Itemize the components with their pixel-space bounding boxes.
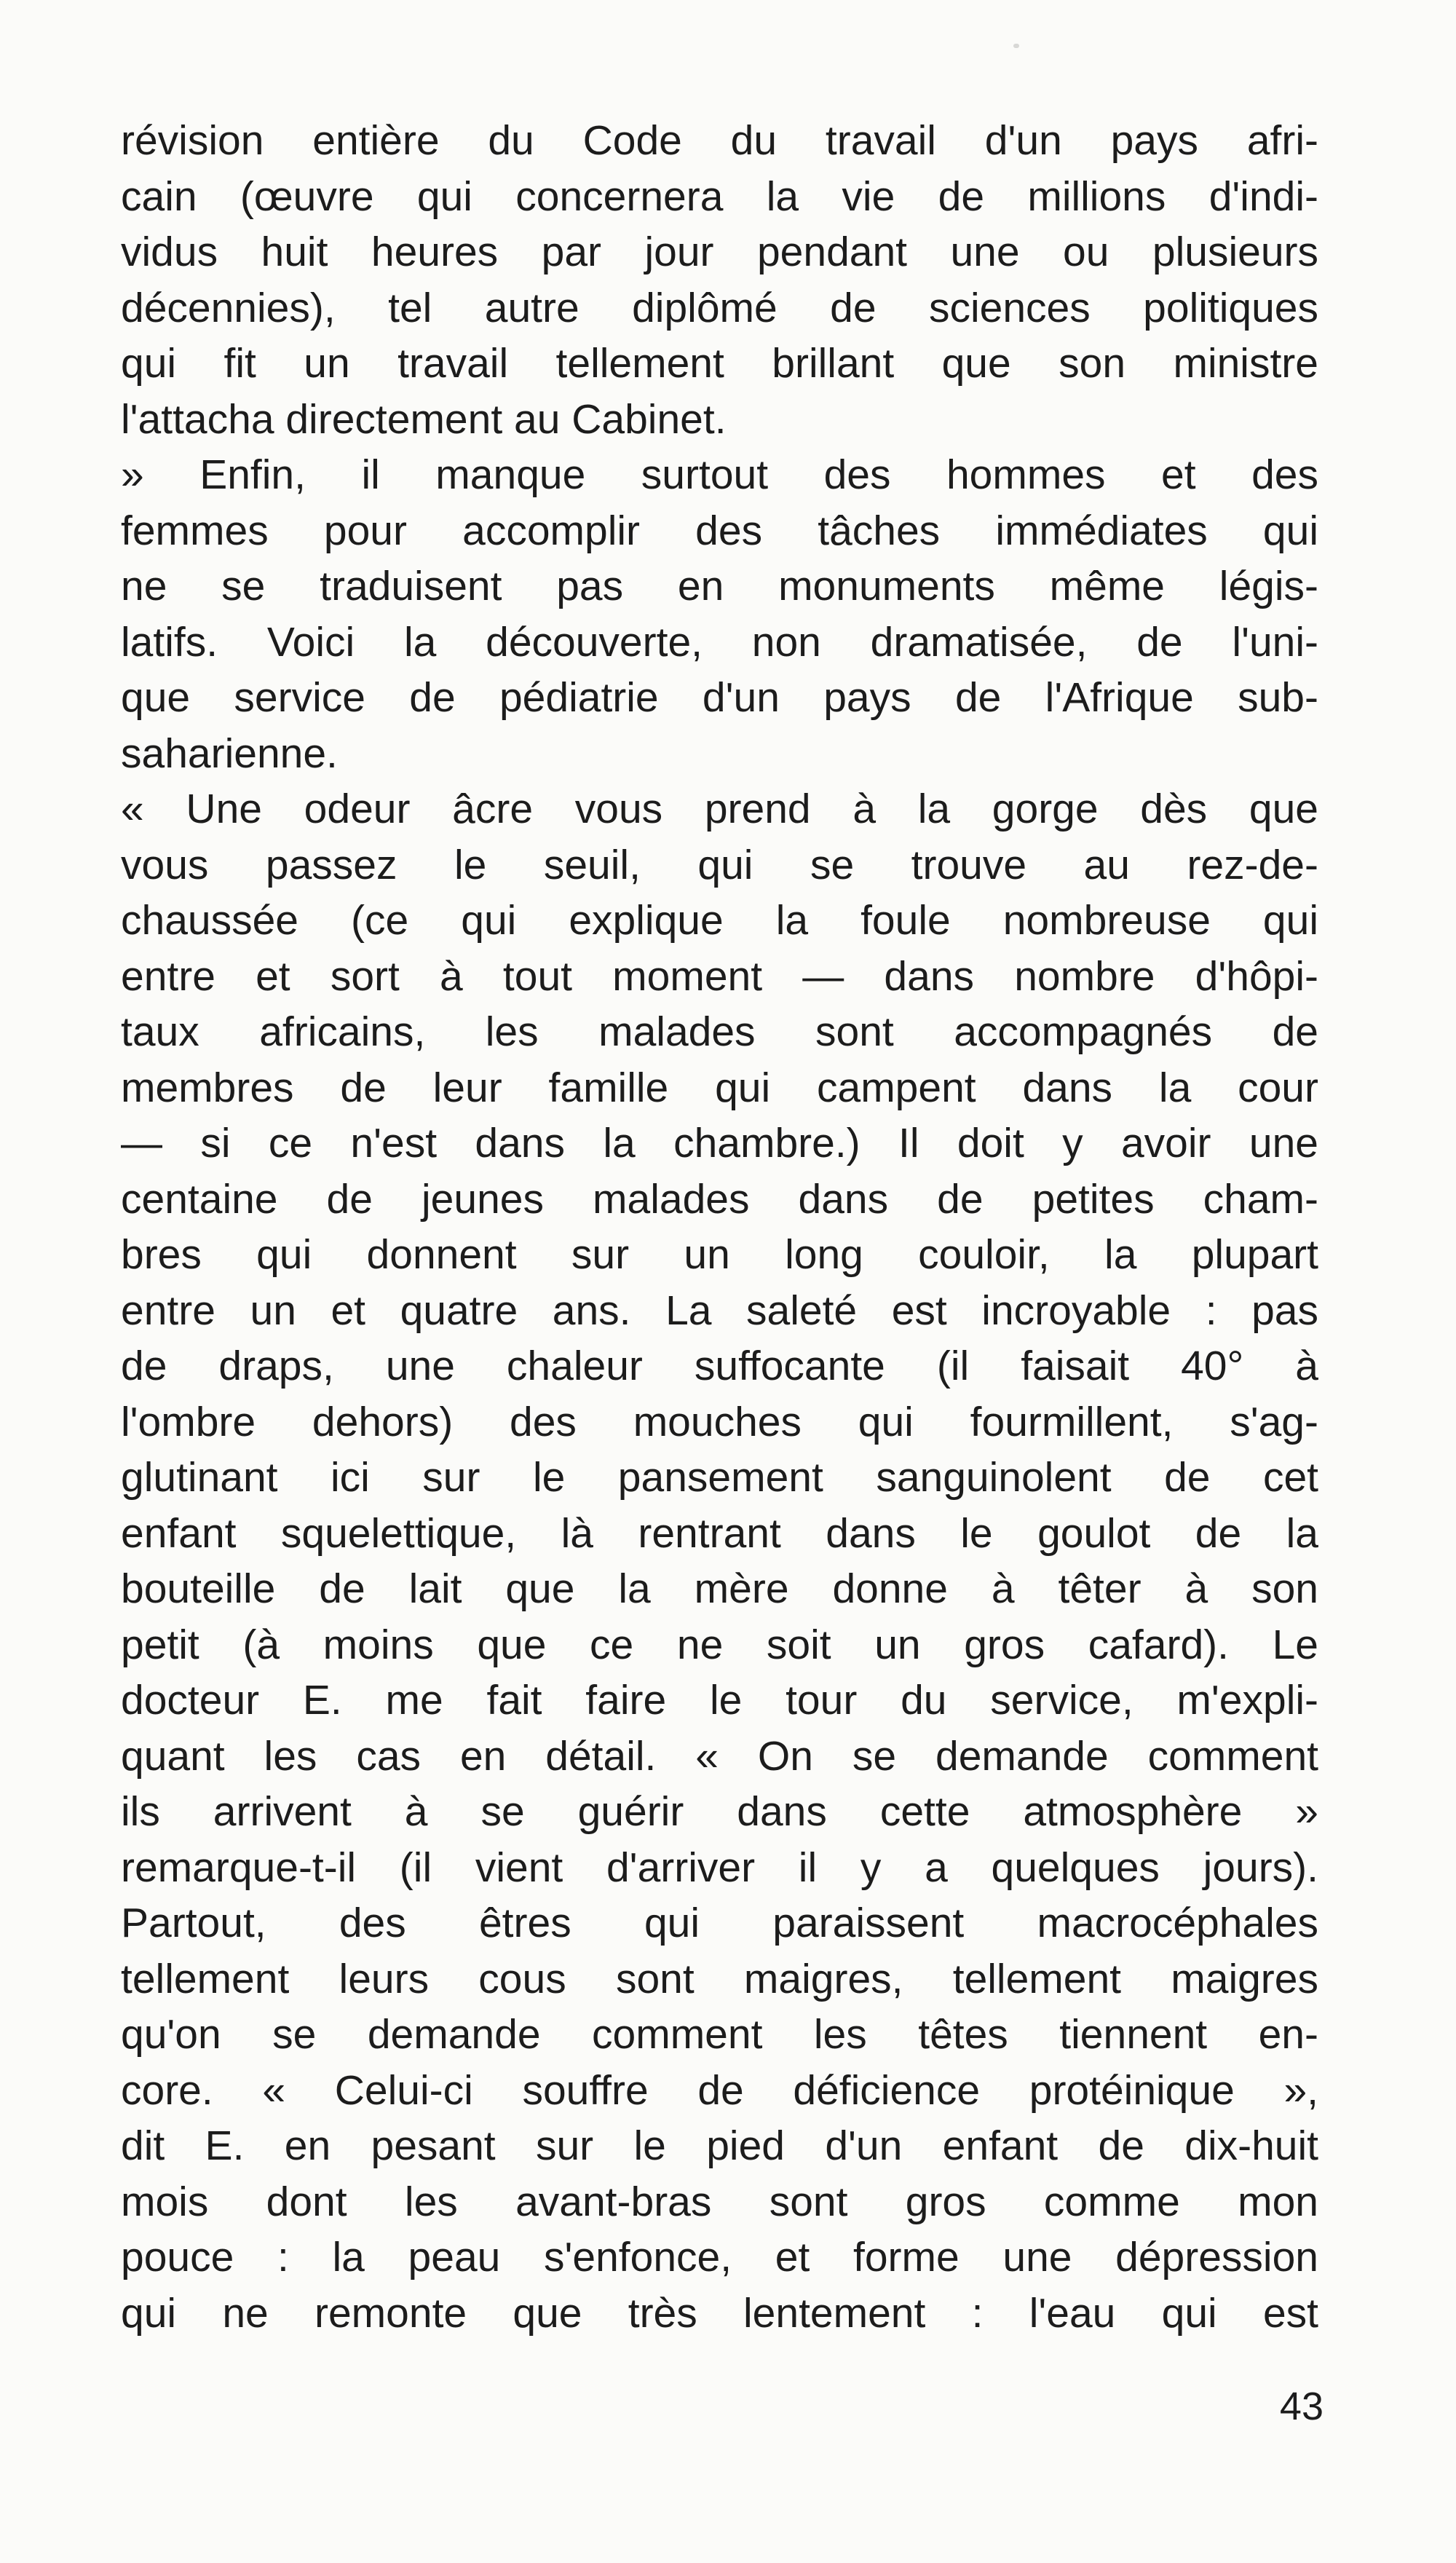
text-line: pouce : la peau s'enfonce, et forme une dépression: [121, 2234, 1318, 2280]
text-line: dit E. en pesant sur le pied d'un enfant de dix-huit: [121, 2122, 1318, 2169]
text-line: » Enfin, il manque surtout des hommes et des: [121, 451, 1318, 498]
text-line: petit (à moins que ce ne soit un gros cafard). Le: [121, 1621, 1318, 1668]
text-line: « Une odeur âcre vous prend à la gorge dès que: [121, 786, 1318, 832]
text-line: tellement leurs cous sont maigres, tellement maigres: [121, 1955, 1318, 2002]
text-line: cain (œuvre qui concernera la vie de millions d'indi-: [121, 173, 1318, 220]
text-line: bres qui donnent sur un long couloir, la plupart: [121, 1231, 1318, 1278]
text-line: bouteille de lait que la mère donne à têter à son: [121, 1565, 1318, 1612]
text-line: l'ombre dehors) des mouches qui fourmillent, s'ag-: [121, 1398, 1318, 1445]
paragraph: [121, 781, 1318, 2341]
text-line: chaussée (ce qui explique la foule nombreuse qui: [121, 897, 1318, 944]
text-line: core. « Celui-ci souffre de déficience protéinique »,: [121, 2066, 1318, 2114]
text-line: ils arrivent à se guérir dans cette atmosphère »: [121, 1788, 1318, 1835]
paper-speck: [1013, 44, 1019, 48]
text-line: qui fit un travail tellement brillant que son ministre: [121, 340, 1318, 387]
text-line: saharienne.: [121, 730, 338, 777]
text-line: membres de leur famille qui campent dans la cour: [121, 1064, 1318, 1111]
paragraph: [121, 113, 1318, 447]
text-line: l'attacha directement au Cabinet.: [121, 395, 727, 443]
text-line: enfant squelettique, là rentrant dans le goulot de la: [121, 1509, 1318, 1557]
page-number: 43: [1279, 2385, 1324, 2428]
text-line: entre un et quatre ans. La saleté est incroyable : pas: [121, 1287, 1318, 1334]
text-line: — si ce n'est dans la chambre.) Il doit y avoir une: [121, 1120, 1318, 1166]
text-line: taux africains, les malades sont accompagnés de: [121, 1008, 1318, 1055]
text-line: mois dont les avant-bras sont gros comme mon: [121, 2178, 1318, 2225]
text-line: docteur E. me fait faire le tour du service, m'expli-: [121, 1677, 1318, 1723]
text-line: qui ne remonte que très lentement : l'eau qui est: [121, 2289, 1318, 2337]
text-line: Partout, des êtres qui paraissent macrocéphales: [121, 1900, 1318, 1946]
text-line: centaine de jeunes malades dans de petites cham-: [121, 1175, 1318, 1223]
paragraph: [121, 447, 1318, 781]
body-text: [121, 113, 1318, 2341]
text-line: décennies), tel autre diplômé de sciences politiques: [121, 284, 1318, 331]
text-line: glutinant ici sur le pansement sanguinolent de cet: [121, 1454, 1318, 1501]
text-line: de draps, une chaleur suffocante (il faisait 40° à: [121, 1343, 1318, 1389]
text-line: révision entière du Code du travail d'un pays afri-: [121, 117, 1318, 164]
text-line: vidus huit heures par jour pendant une ou plusieurs: [121, 229, 1318, 275]
text-line: femmes pour accomplir des tâches immédiates qui: [121, 507, 1318, 554]
text-line: remarque-t-il (il vient d'arriver il y a quelques jours).: [121, 1844, 1318, 1891]
text-line: latifs. Voici la découverte, non dramatisée, de l'uni-: [121, 618, 1318, 666]
text-line: ne se traduisent pas en monuments même légis-: [121, 563, 1318, 609]
text-line: entre et sort à tout moment — dans nombre d'hôpi-: [121, 952, 1318, 1000]
text-line: vous passez le seuil, qui se trouve au rez-de-: [121, 841, 1318, 888]
text-line: quant les cas en détail. « On se demande comment: [121, 1732, 1318, 1780]
text-line: qu'on se demande comment les têtes tiennent en-: [121, 2011, 1318, 2058]
text-line: que service de pédiatrie d'un pays de l'Afrique sub-: [121, 674, 1318, 721]
